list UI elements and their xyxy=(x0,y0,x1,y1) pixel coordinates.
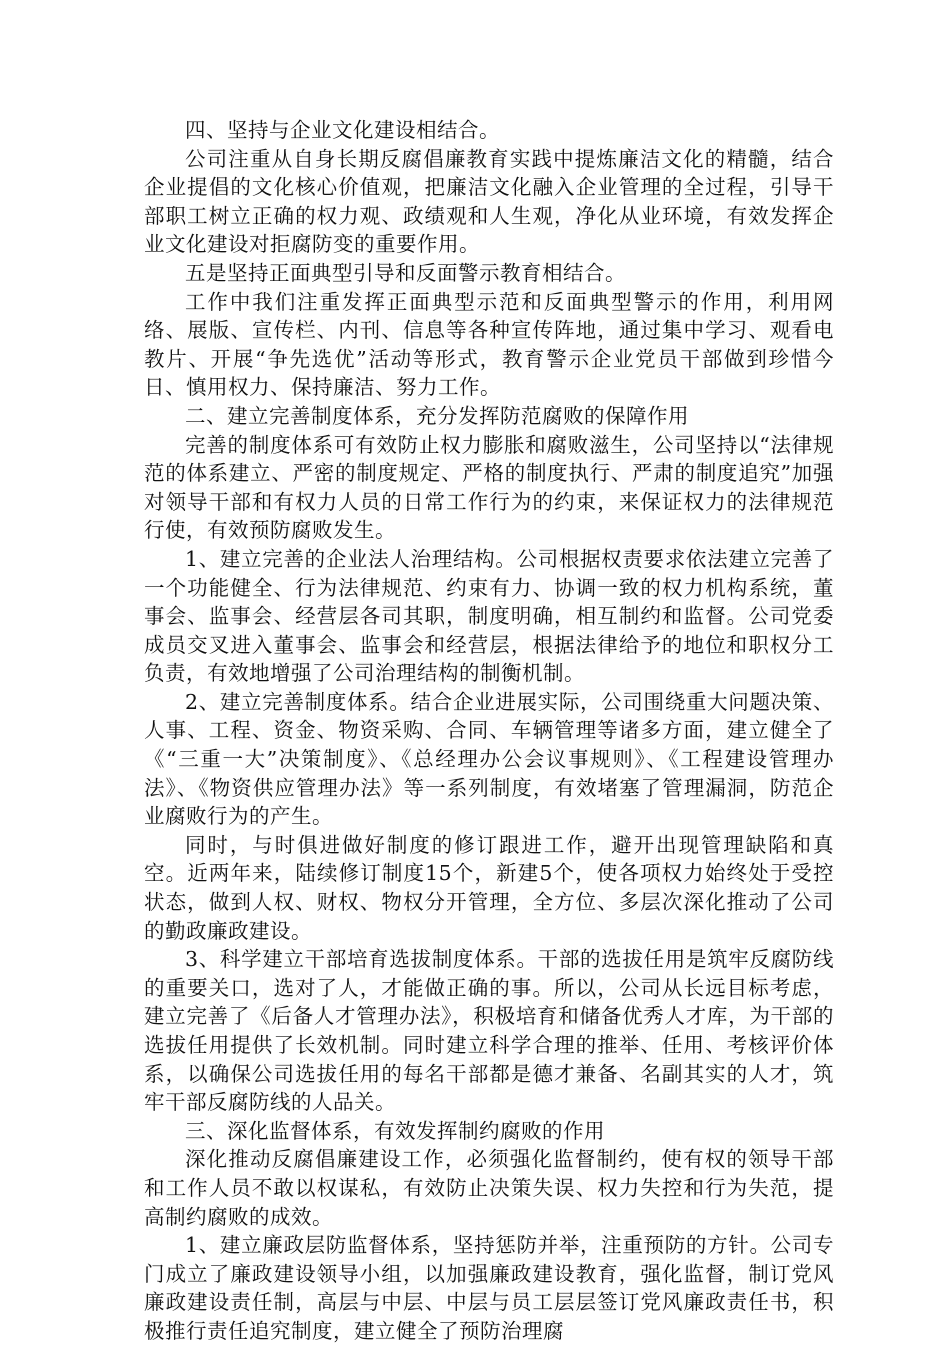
paragraph-supervision: 深化推动反腐倡廉建设工作，必须强化监督制约，使有权的领导干部和工作人员不敢以权谋私，有效防止决策失误、权力失控和行为失范，提高制约腐败的成效。 xyxy=(144,1147,834,1229)
section-heading-system: 二、建立完善制度体系，充分发挥防范腐败的保障作用 xyxy=(185,403,689,428)
paragraph-revision: 同时，与时俱进做好制度的修订跟进工作，避开出现管理缺陷和真空。近两年来，陆续修订制度15个，新建5个，使各项权力始终处于受控状态，做到人权、财权、物权分开管理，全方位、多层次深化推动了公司的勤政廉政建设。 xyxy=(144,832,834,943)
paragraph-system: 完善的制度体系可有效防止权力膨胀和腐败滋生，公司坚持以“法律规范的体系建立、严密的制度规定、严格的制度执行、严肃的制度追究”加强对领导干部和有权力人员的日常工作行为的约束，来保证权力的法律规范行使，有效预防腐败发生。 xyxy=(144,432,834,543)
paragraph-governance: 1、建立完善的企业法人治理结构。公司根据权责要求依法建立完善了一个功能健全、行为法律规范、约束有力、协调一致的权力机构系统，董事会、监事会、经营层各司其职，制度明确，相互制约和监督。公司党委成员交叉进入董事会、监事会和经营层，根据法律给予的地位和职权分工负责，有效地增强了公司治理结构的制衡机制。 xyxy=(144,546,834,686)
section-heading-examples: 五是坚持正面典型引导和反面警示教育相结合。 xyxy=(185,260,626,285)
paragraph-prevention: 1、建立廉政层防监督体系，坚持惩防并举，注重预防的方针。公司专门成立了廉政建设领导小组，以加强廉政建设教育，强化监督，制订党风廉政建设责任制，高层与中层、中层与员工层层签订党风廉政责任书，积极推行责任追究制度，建立健全了预防治理腐 xyxy=(144,1233,834,1343)
section-heading-culture: 四、坚持与企业文化建设相结合。 xyxy=(185,118,500,142)
paragraph-cadre-selection: 3、科学建立干部培育选拔制度体系。干部的选拔任用是筑牢反腐防线的重要关口，选对了人，才能做正确的事。所以，公司从长远目标考虑，建立完善了《后备人才管理办法》，积极培育和储备优秀人才库，为干部的选拔任用提供了长效机制。同时建立科学合理的推举、任用、考核评价体系，以确保公司选拔任用的每名干部都是德才兼备、名副其实的人才，筑牢干部反腐防线的人品关。 xyxy=(144,947,834,1115)
section-heading-supervision: 三、深化监督体系，有效发挥制约腐败的作用 xyxy=(185,1118,605,1143)
document-body xyxy=(144,116,834,1346)
paragraph-culture: 公司注重从自身长期反腐倡廉教育实践中提炼廉洁文化的精髓，结合企业提倡的文化核心价值观，把廉洁文化融入企业管理的全过程，引导干部职工树立正确的权力观、政绩观和人生观，净化从业环境，有效发挥企业文化建设对拒腐防变的重要作用。 xyxy=(144,146,834,257)
paragraph-rules: 2、建立完善制度体系。结合企业进展实际，公司围绕重大问题决策、人事、工程、资金、物资采购、合同、车辆管理等诸多方面，建立健全了《“三重一大”决策制度》、《总经理办公会议事规则》、《工程建设管理办法》、《物资供应管理办法》等一系列制度，有效堵塞了管理漏洞，防范企业腐败行为的产生。 xyxy=(144,689,834,829)
paragraph-examples: 工作中我们注重发挥正面典型示范和反面典型警示的作用，利用网络、展版、宣传栏、内刊、信息等各种宣传阵地，通过集中学习、观看电教片、开展“争先选优”活动等形式，教育警示企业党员干部做到珍惜今日、慎用权力、保持廉洁、努力工作。 xyxy=(144,289,834,400)
